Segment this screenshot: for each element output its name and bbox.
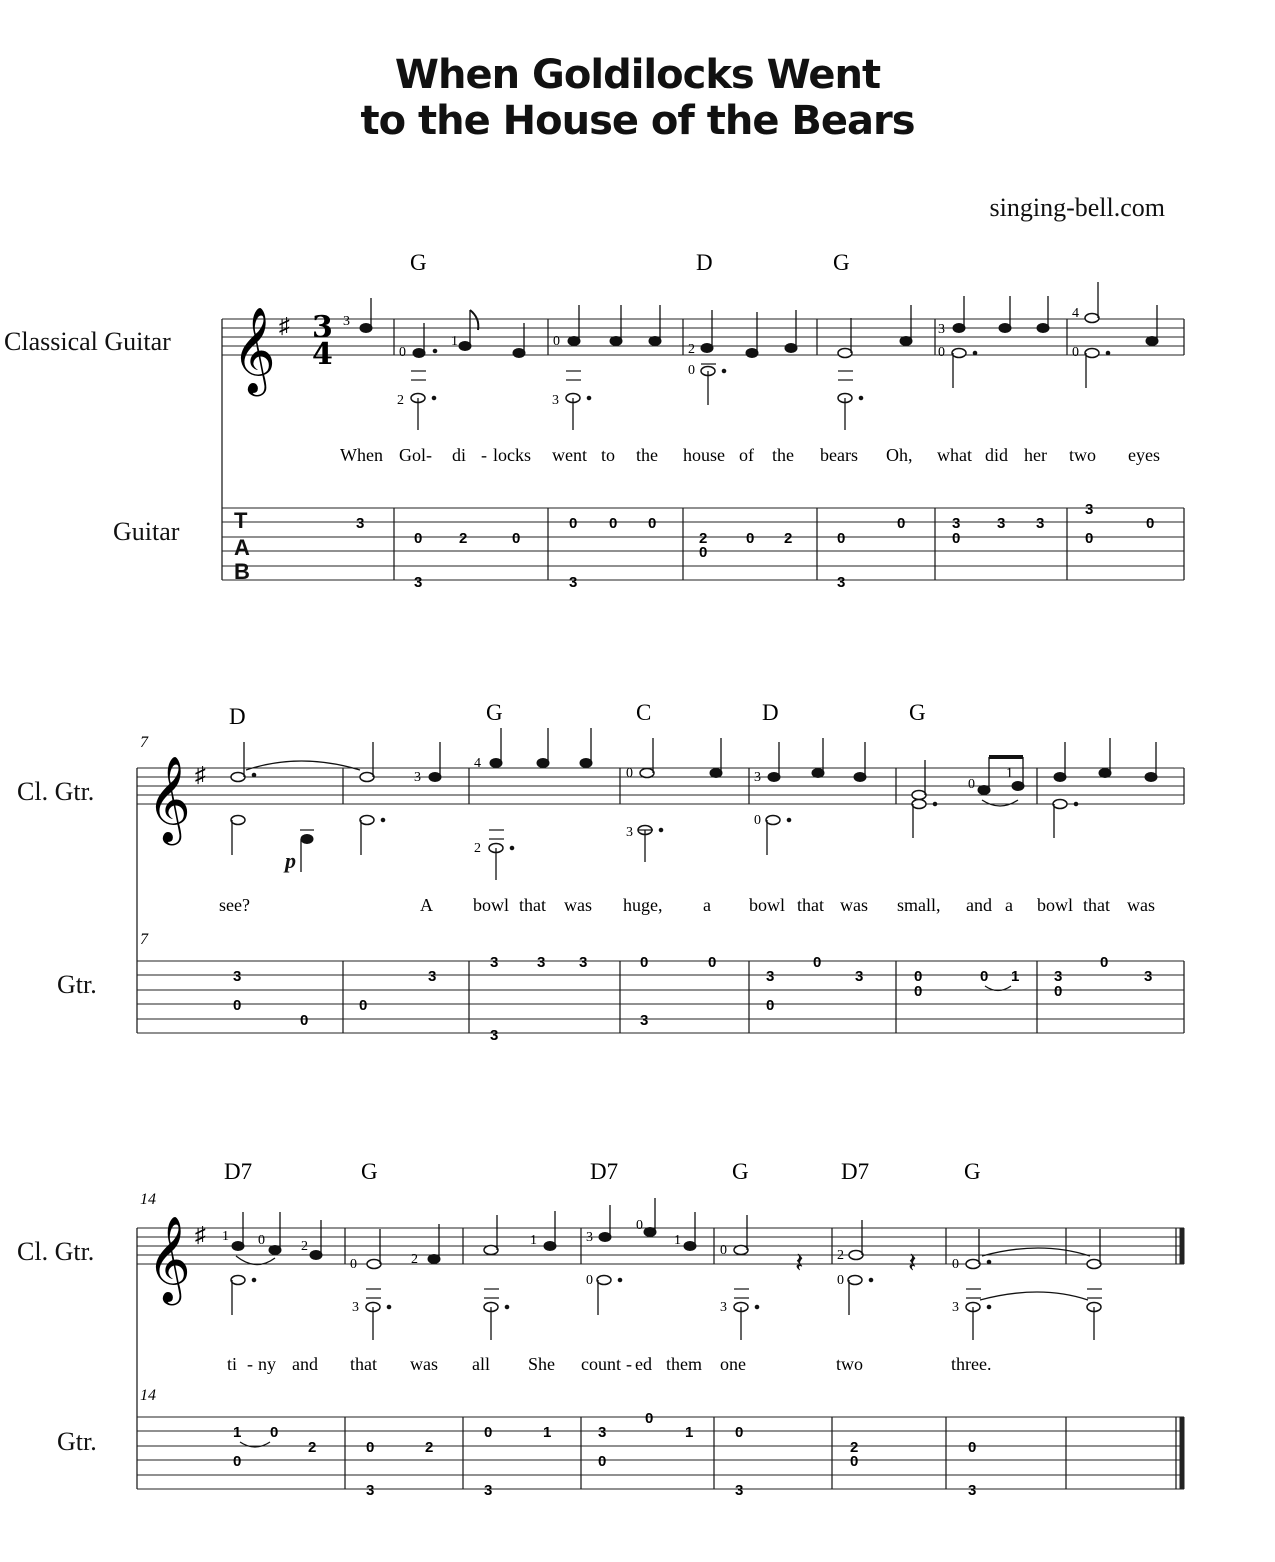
note-head — [484, 1246, 498, 1255]
tab-fret: 0 — [233, 1453, 242, 1470]
lyric-syllable: was — [564, 895, 592, 915]
lyric-syllable: three. — [951, 1354, 992, 1374]
fingering: 3 — [586, 1230, 593, 1245]
lyric-syllable: her — [1024, 445, 1047, 465]
treble-clef-icon: 𝄞 — [147, 1216, 191, 1302]
lyric-syllable: A — [420, 895, 433, 915]
tab-label-1: Guitar — [113, 517, 180, 546]
lyric-syllable: di — [452, 445, 467, 465]
lyric-syllable: a — [1005, 895, 1013, 915]
tab-measure-number: 14 — [140, 1387, 156, 1404]
lyric-syllable: was — [1127, 895, 1155, 915]
staff-label-1: Classical Guitar — [4, 327, 171, 356]
fingering: 0 — [968, 777, 975, 792]
notes — [231, 1198, 1102, 1340]
fingering: 0 — [1072, 345, 1079, 360]
tab-fret: 1 — [233, 1424, 242, 1441]
fingering: 3 — [343, 314, 350, 329]
fingering: 2 — [688, 342, 695, 357]
tab-fret: 3 — [855, 968, 864, 985]
tab-fret: 0 — [645, 1410, 654, 1427]
tab-clef-letter: T — [234, 508, 248, 533]
tab-fret: 0 — [512, 530, 521, 547]
tab-fret: 3 — [735, 1482, 744, 1499]
lyric-syllable: ny — [258, 1354, 276, 1374]
tab-fret: 0 — [414, 530, 423, 547]
fingering: 2 — [397, 393, 404, 408]
note-head — [367, 1260, 381, 1269]
fingering: 3 — [352, 1300, 359, 1315]
measure-number: 14 — [140, 1191, 156, 1208]
fingering: 0 — [586, 1273, 593, 1288]
chord-symbol: G — [833, 250, 850, 275]
fingering: 1 — [1006, 766, 1013, 781]
tab-fret: 3 — [414, 574, 423, 591]
tab-fret: 2 — [425, 1439, 434, 1456]
fingering: 3 — [720, 1300, 727, 1315]
note-head — [684, 1242, 696, 1251]
tab-fret: 0 — [484, 1424, 493, 1441]
tab-fret: 0 — [699, 544, 708, 561]
quarter-rest-icon: 𝄽 — [795, 1248, 804, 1279]
fingering: 3 — [414, 770, 421, 785]
lyric-syllable: bowl — [473, 895, 509, 915]
fingering: 0 — [553, 334, 560, 349]
chord-symbol: D7 — [841, 1159, 870, 1184]
tab-fret: 0 — [968, 1439, 977, 1456]
chord-symbol: G — [410, 250, 427, 275]
key-signature-sharp-icon: ♯ — [279, 313, 290, 338]
lyric-syllable: count — [581, 1354, 621, 1374]
tab-fret: 0 — [1085, 530, 1094, 547]
lyric-syllable: that — [797, 895, 824, 915]
lyric-syllable: that — [1083, 895, 1110, 915]
tab-clef-letter: A — [234, 535, 250, 560]
tab-fret: 3 — [356, 515, 365, 532]
quarter-rest-icon: 𝄽 — [908, 1248, 917, 1279]
lyrics-line-3 — [227, 1354, 991, 1374]
treble-clef-icon: 𝄞 — [232, 307, 276, 393]
tab-fret: 1 — [1011, 968, 1020, 985]
fingering: 0 — [636, 1218, 643, 1233]
note-head — [848, 1276, 862, 1285]
key-signature-sharp-icon: ♯ — [195, 762, 206, 787]
tab-fret: 0 — [598, 1453, 607, 1470]
tab-clef-letter: B — [234, 559, 250, 584]
lyric-syllable: to — [601, 445, 616, 465]
note-head — [544, 1242, 556, 1251]
lyric-hyphen: - — [247, 1354, 253, 1374]
fingering: 0 — [258, 1233, 265, 1248]
tab-fret: 3 — [484, 1482, 493, 1499]
fingering: 2 — [474, 841, 481, 856]
lyric-syllable: the — [636, 445, 658, 465]
lyric-syllable: When — [340, 445, 383, 465]
note-head — [231, 1276, 245, 1285]
fingering: 0 — [720, 1243, 727, 1258]
staff-lines — [137, 1228, 1184, 1264]
tab-fret: 3 — [233, 968, 242, 985]
lyric-syllable: did — [985, 445, 1009, 465]
fingering: 0 — [952, 1257, 959, 1272]
fingering: 3 — [552, 393, 559, 408]
tab-fret: 3 — [579, 954, 588, 971]
tab-fret: 3 — [997, 515, 1006, 532]
lyric-syllable: two — [836, 1354, 863, 1374]
tab-fret: 0 — [1054, 983, 1063, 1000]
chord-symbol: D — [696, 250, 713, 275]
note-head — [310, 1251, 322, 1260]
time-sig-bottom: 4 — [312, 337, 333, 372]
note-head — [644, 1228, 656, 1237]
tab-label-2: Gtr. — [57, 970, 97, 999]
lyric-syllable: bowl — [749, 895, 785, 915]
fingering: 4 — [1072, 306, 1079, 321]
tab-fret: 0 — [914, 968, 923, 985]
lyric-syllable: that — [350, 1354, 377, 1374]
tab-fret: 0 — [813, 954, 822, 971]
lyric-syllable: was — [840, 895, 868, 915]
tab-fret: 3 — [837, 574, 846, 591]
tab-fret: 0 — [609, 515, 618, 532]
dynamic-marking: p — [285, 848, 296, 873]
tab-fret: 0 — [837, 530, 846, 547]
tab-fret: 0 — [569, 515, 578, 532]
tab-fret: 3 — [569, 574, 578, 591]
tab-fret: 3 — [1085, 501, 1094, 518]
tab-fret: 0 — [735, 1424, 744, 1441]
lyric-syllable: and — [292, 1354, 318, 1374]
fingering: 3 — [952, 1300, 959, 1315]
tab-fret: 1 — [685, 1424, 694, 1441]
lyric-syllable: was — [410, 1354, 438, 1374]
chord-symbol: D7 — [590, 1159, 619, 1184]
tab-fret: 0 — [640, 954, 649, 971]
note-head — [428, 1255, 440, 1264]
tab-fret: 0 — [300, 1012, 309, 1029]
tab-fret: 3 — [766, 968, 775, 985]
tab-fret: 3 — [1036, 515, 1045, 532]
tab-fret: 1 — [543, 1424, 552, 1441]
tab-fret: 0 — [897, 515, 906, 532]
tab-fret: 2 — [308, 1439, 317, 1456]
fingering: 4 — [474, 756, 481, 771]
fingering: 1 — [222, 1229, 229, 1244]
fingering: 3 — [626, 825, 633, 840]
note-head — [1087, 1260, 1101, 1269]
lyric-syllable: and — [966, 895, 992, 915]
fingering: 1 — [674, 1233, 681, 1248]
tab-fret: 0 — [952, 530, 961, 547]
lyric-syllable: that — [519, 895, 546, 915]
fingering: 1 — [530, 1233, 537, 1248]
note-head — [849, 1251, 863, 1260]
fingering: 0 — [399, 345, 406, 360]
tab-fret: 3 — [490, 1027, 499, 1044]
lyric-syllable: ti — [227, 1354, 238, 1374]
tab-fret: 3 — [952, 515, 961, 532]
tab-fret: 3 — [968, 1482, 977, 1499]
fingering: 3 — [938, 322, 945, 337]
tab-label-3: Gtr. — [57, 1427, 97, 1456]
staff-label-3: Cl. Gtr. — [17, 1237, 95, 1266]
lyric-syllable: bears — [820, 445, 858, 465]
lyric-syllable: them — [666, 1354, 702, 1374]
lyric-syllable: went — [552, 445, 587, 465]
note-head — [232, 1242, 244, 1251]
note-head — [734, 1246, 748, 1255]
tab-fret: 2 — [784, 530, 793, 547]
fingering: 1 — [451, 334, 458, 349]
lyric-syllable: eyes — [1128, 445, 1160, 465]
staff-label-2: Cl. Gtr. — [17, 777, 95, 806]
tab-fret: 0 — [1146, 515, 1155, 532]
tab-fret: 3 — [1054, 968, 1063, 985]
lyric-syllable: She — [528, 1354, 555, 1374]
tab-measure-number: 7 — [140, 931, 148, 948]
tab-fret: 2 — [699, 530, 708, 547]
chord-symbol: G — [732, 1159, 749, 1184]
tab-barlines — [345, 1417, 1182, 1489]
fingering: 2 — [411, 1252, 418, 1267]
tab-fret: 0 — [914, 983, 923, 1000]
fingering: 0 — [626, 766, 633, 781]
lyric-syllable: a — [703, 895, 711, 915]
tab-fret: 0 — [1100, 954, 1109, 971]
tab-fret: 0 — [233, 997, 242, 1014]
chord-symbol: G — [964, 1159, 981, 1184]
lyric-syllable: what — [937, 445, 972, 465]
note-head — [269, 1246, 281, 1255]
lyric-syllable: one — [720, 1354, 746, 1374]
fingering: 3 — [754, 770, 761, 785]
tab-fret: 0 — [359, 997, 368, 1014]
tab-fret: 3 — [598, 1424, 607, 1441]
chord-symbol: G — [909, 700, 926, 725]
tab-fret: 0 — [766, 997, 775, 1014]
chord-symbol: D7 — [224, 1159, 253, 1184]
chord-symbol: C — [636, 700, 652, 725]
lyric-syllable: all — [472, 1354, 490, 1374]
fingering: 2 — [301, 1239, 308, 1254]
fingering: 0 — [837, 1273, 844, 1288]
chord-symbol: D — [229, 704, 246, 729]
tab-lines — [137, 1417, 1184, 1489]
tie — [980, 1292, 1088, 1300]
tab-fret: 0 — [366, 1439, 375, 1456]
lyric-syllable: Oh, — [886, 445, 913, 465]
tab-fret: 2 — [459, 530, 468, 547]
treble-clef-icon: 𝄞 — [147, 756, 191, 842]
lyric-syllable: small, — [897, 895, 941, 915]
chord-symbol: G — [486, 700, 503, 725]
tab-fret: 0 — [708, 954, 717, 971]
note-head — [966, 1260, 980, 1269]
lyric-hyphen: - — [626, 1354, 632, 1374]
tab-fret: 0 — [648, 515, 657, 532]
fingering: 0 — [754, 813, 761, 828]
fingering: 2 — [837, 1248, 844, 1263]
tab-fret: 0 — [270, 1424, 279, 1441]
tab-fret: 3 — [1144, 968, 1153, 985]
tab-fret: 3 — [537, 954, 546, 971]
note-head — [597, 1276, 611, 1285]
lyric-syllable: of — [739, 445, 754, 465]
note-head — [599, 1233, 611, 1242]
tab-fret: 3 — [428, 968, 437, 985]
lyric-syllable: huge, — [623, 895, 663, 915]
tab-fret: 0 — [980, 968, 989, 985]
fingering: 0 — [688, 363, 695, 378]
lyric-syllable: the — [772, 445, 794, 465]
lyric-syllable: house — [683, 445, 725, 465]
fingering: 0 — [938, 345, 945, 360]
lyric-syllable: two — [1069, 445, 1096, 465]
chord-symbol: D — [762, 700, 779, 725]
tab-fret: 3 — [640, 1012, 649, 1029]
time-sig-top: 3 — [312, 310, 333, 345]
song-title-line1: When Goldilocks Went — [394, 52, 881, 98]
lyric-syllable: Gol- — [399, 445, 432, 465]
lyric-syllable: locks — [493, 445, 531, 465]
tab-fret: 3 — [366, 1482, 375, 1499]
tab-fret: 0 — [850, 1453, 859, 1470]
tab-fret: 2 — [850, 1439, 859, 1456]
song-title-line2: to the House of the Bears — [360, 98, 915, 144]
measure-number: 7 — [140, 734, 148, 751]
key-signature-sharp-icon: ♯ — [195, 1222, 206, 1247]
lyric-syllable: bowl — [1037, 895, 1073, 915]
tab-fret: 0 — [746, 530, 755, 547]
slur — [236, 1256, 275, 1265]
lyric-syllable: see? — [219, 895, 250, 915]
lyric-hyphen: - — [481, 445, 487, 465]
tab-fret: 3 — [490, 954, 499, 971]
lyric-syllable: ed — [635, 1354, 652, 1374]
website-credit: singing-bell.com — [989, 193, 1165, 222]
chord-symbol: G — [361, 1159, 378, 1184]
fingering: 0 — [350, 1257, 357, 1272]
